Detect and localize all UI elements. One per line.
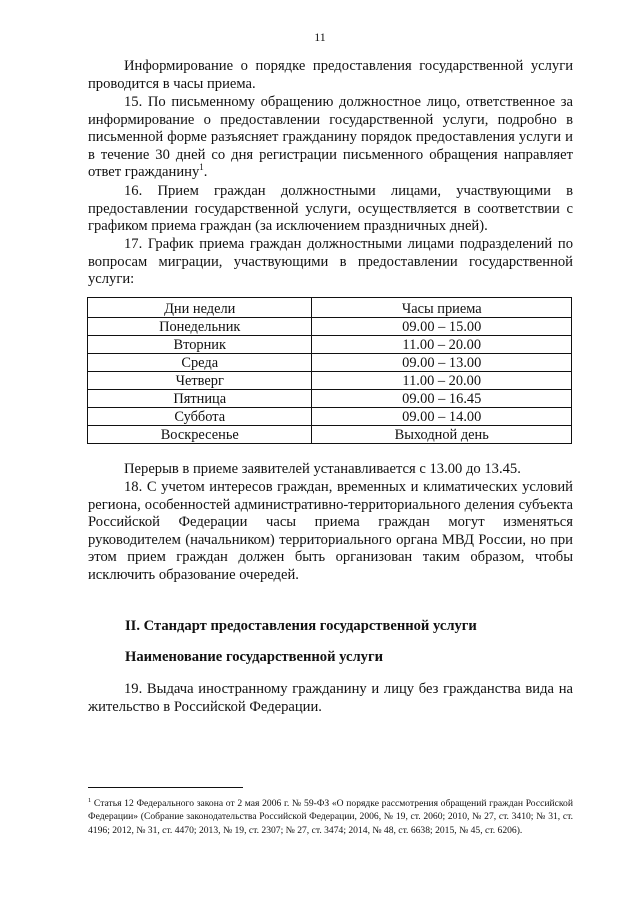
footnote [88, 797, 573, 837]
break-paragraph: Перерыв в приеме заявителей устанавливается с 13.00 до 13.45. [124, 461, 521, 477]
paragraph-17: 17. График приема граждан должностными лицами подразделений по вопросам миграции, участвующими в предоставлении государственной услуги: [88, 236, 573, 288]
section-heading: II. Стандарт предоставления государственной услуги [125, 618, 477, 634]
intro-paragraph: Информирование о порядке предоставления государственной услуги проводится в часы приема. [88, 58, 573, 92]
hours-cell: 09.00 – 14.00 [312, 408, 572, 426]
reception-schedule-table [87, 297, 572, 444]
day-cell: Четверг [88, 372, 312, 390]
footnote-separator [88, 787, 243, 788]
paragraph-19: 19. Выдача иностранному гражданину и лицу без гражданства вида на жительство в Российской Федерации. [88, 681, 573, 715]
header-days: Дни недели [88, 300, 312, 318]
day-cell: Понедельник [88, 318, 312, 336]
hours-cell: 11.00 – 20.00 [312, 372, 572, 390]
page-number: 11 [314, 30, 326, 44]
hours-cell: 11.00 – 20.00 [312, 336, 572, 354]
paragraph-15 [88, 94, 573, 182]
paragraph-18: 18. С учетом интересов граждан, временных и климатических условий региона, особенностей административно-территориального деления субъекта Российской Федерации часы приема граждан могут изменяться руководителем (начальником) территориального органа МВД России, но при этом прием граждан должен быть организован таким образом, чтобы исключить образование очередей. [88, 479, 573, 583]
footnote-text: Статья 12 Федерального закона от 2 мая 2006 г. № 59-ФЗ «О порядке рассмотрения обращений граждан Российской Федерации» (Собрание законодательства Российской Федерации, 2006, № 19, ст. 2060; 2010, № 27, ст. 3410; № 31, ст. 4196; 2012, № 31, ст. 4470; 2013, № 19, ст. 2307; № 27, ст. 3474; 2014, № 48, ст. 6638; 2015, № 45, ст. 6206). [88, 798, 573, 836]
paragraph-15-text: 15. По письменному обращению должностное лицо, ответственное за информирование о предоставлении государственной услуги, подробно в письменной форме разъясняет гражданину порядок предоставления услуги и в течение 30 дней со дня регистрации письменного обращения направляет ответ гражданину [88, 94, 573, 181]
table-row [88, 354, 572, 372]
table-row [88, 336, 572, 354]
table-row [88, 390, 572, 408]
day-cell: Пятница [88, 390, 312, 408]
table-header-row [88, 300, 572, 318]
hours-cell: 09.00 – 16.45 [312, 390, 572, 408]
table-row [88, 372, 572, 390]
hours-cell: 09.00 – 13.00 [312, 354, 572, 372]
footnote-reference: 1 [199, 162, 204, 173]
paragraph-16: 16. Прием граждан должностными лицами, участвующими в предоставлении государственной услуги, осуществляется в соответствии с графиком приема граждан (за исключением праздничных дней). [88, 183, 573, 235]
footnote-mark: 1 [88, 796, 92, 804]
hours-cell: 09.00 – 15.00 [312, 318, 572, 336]
table-row [88, 408, 572, 426]
subsection-heading: Наименование государственной услуги [125, 649, 383, 665]
day-cell: Вторник [88, 336, 312, 354]
day-cell: Суббота [88, 408, 312, 426]
hours-cell: Выходной день [312, 426, 572, 444]
day-cell: Среда [88, 354, 312, 372]
table-row [88, 318, 572, 336]
paragraph-15-end: . [203, 164, 208, 181]
day-cell: Воскресенье [88, 426, 312, 444]
table-row [88, 426, 572, 444]
header-hours: Часы приема [312, 300, 572, 318]
